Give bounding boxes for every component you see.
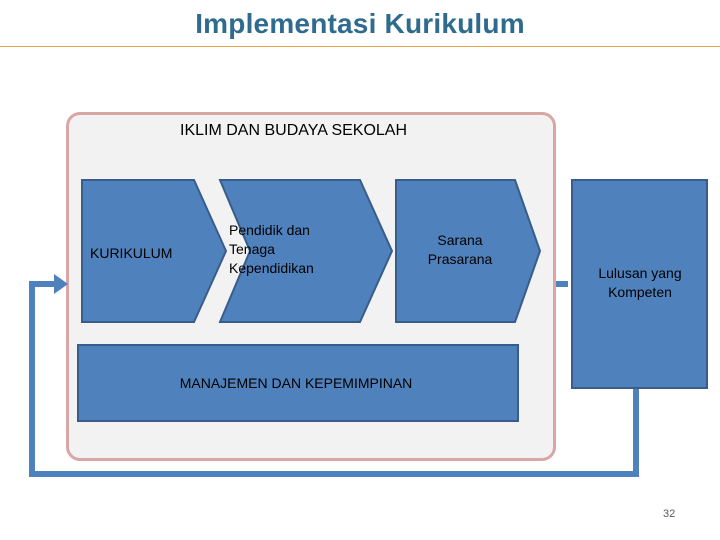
lulusan-label	[575, 264, 705, 302]
pendidik-label-line: Kependidikan	[229, 260, 314, 276]
pendidik-label-line: Tenaga	[229, 241, 275, 257]
manajemen-label: MANAJEMEN DAN KEPEMIMPINAN	[179, 375, 413, 391]
lulusan-label-line: Kompeten	[608, 284, 672, 300]
feedback-arrowhead-icon	[54, 274, 68, 294]
pendidik-label-line: Pendidik dan	[229, 222, 310, 238]
sarana-label-line: Sarana	[437, 232, 483, 248]
kurikulum-label: KURIKULUM	[90, 245, 173, 261]
pendidik-label	[229, 221, 379, 278]
school-climate-label: IKLIM DAN BUDAYA SEKOLAH	[180, 122, 408, 139]
slide-title: Implementasi Kurikulum	[195, 8, 525, 39]
lulusan-label-line: Lulusan yang	[598, 265, 682, 281]
page-number: 32	[663, 508, 676, 520]
sarana-label	[410, 231, 510, 269]
sarana-label-line: Prasarana	[427, 251, 493, 267]
